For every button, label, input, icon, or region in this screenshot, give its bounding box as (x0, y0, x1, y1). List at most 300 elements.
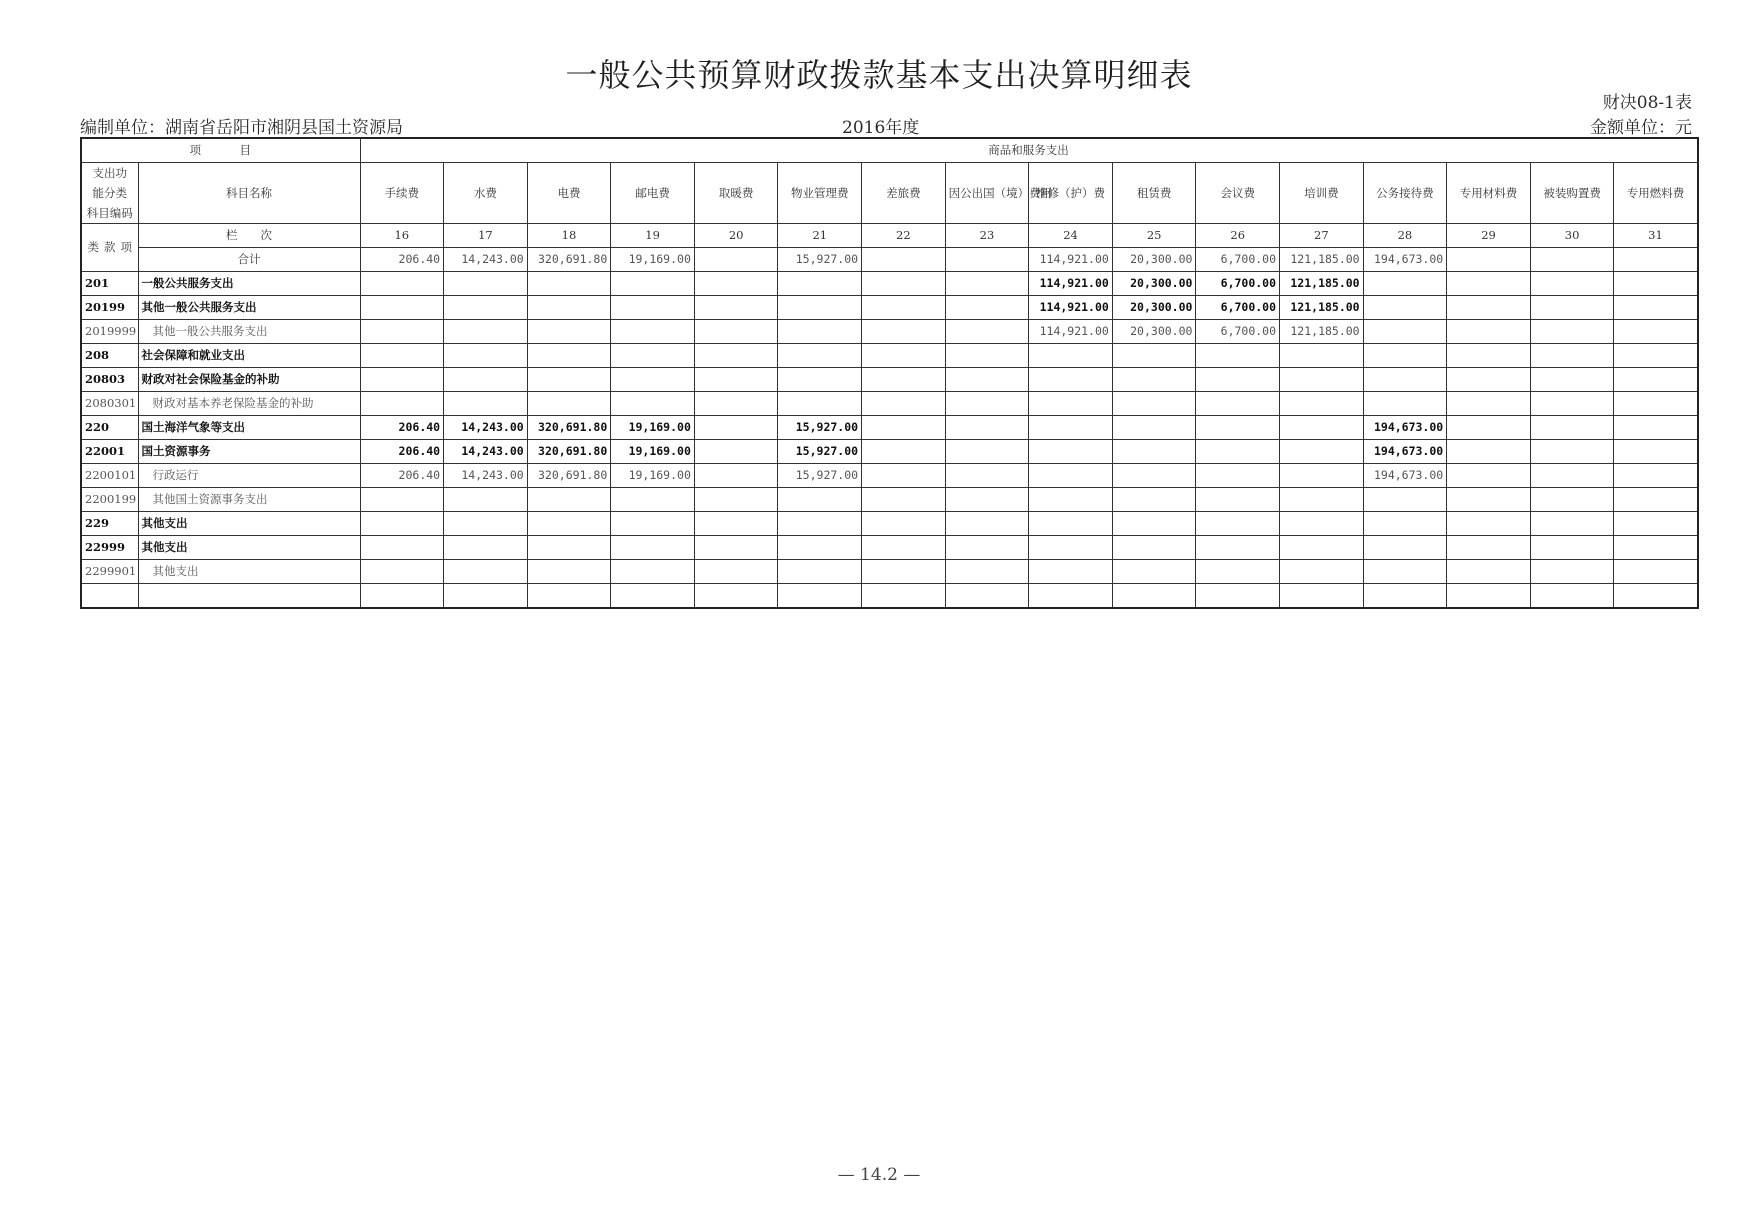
total-label: 合计 (138, 248, 360, 272)
value-cell (1530, 320, 1614, 344)
value-cell (694, 272, 778, 296)
value-cell (1614, 416, 1698, 440)
value-cell: 194,673.00 (1363, 416, 1447, 440)
value-cell (360, 488, 444, 512)
value-cell (778, 344, 862, 368)
value-cell (444, 488, 528, 512)
value-cell (862, 584, 946, 609)
total-cell: 320,691.80 (527, 248, 611, 272)
value-cell (1614, 296, 1698, 320)
row-code: 2200199 (81, 488, 138, 512)
value-cell (360, 512, 444, 536)
value-cell: 20,300.00 (1112, 272, 1196, 296)
value-cell (1447, 368, 1531, 392)
value-cell: 206.40 (360, 464, 444, 488)
column-number: 28 (1363, 224, 1447, 248)
column-number: 27 (1280, 224, 1364, 248)
value-cell (694, 368, 778, 392)
value-cell (1530, 512, 1614, 536)
total-cell (1530, 248, 1614, 272)
row-code: 229 (81, 512, 138, 536)
value-cell (694, 536, 778, 560)
value-cell (1614, 584, 1698, 609)
value-cell (527, 560, 611, 584)
column-header: 公务接待费 (1363, 163, 1447, 224)
value-cell (360, 320, 444, 344)
value-cell: 15,927.00 (778, 464, 862, 488)
row-name: 其他一般公共服务支出 (138, 320, 360, 344)
value-cell (1196, 584, 1280, 609)
row-code (81, 584, 138, 609)
value-cell (1196, 344, 1280, 368)
value-cell (1447, 560, 1531, 584)
name-header: 科目名称 (138, 163, 360, 224)
value-cell (945, 296, 1029, 320)
value-cell (360, 536, 444, 560)
value-cell (444, 272, 528, 296)
column-number: 30 (1530, 224, 1614, 248)
value-cell (527, 320, 611, 344)
table-row (81, 440, 1698, 464)
table-row (81, 464, 1698, 488)
value-cell (611, 392, 695, 416)
value-cell (527, 584, 611, 609)
value-cell (1112, 368, 1196, 392)
value-cell (527, 512, 611, 536)
value-cell (945, 392, 1029, 416)
column-number: 18 (527, 224, 611, 248)
row-code: 2299901 (81, 560, 138, 584)
value-cell (1614, 344, 1698, 368)
value-cell (945, 464, 1029, 488)
value-cell (444, 344, 528, 368)
value-cell (1363, 512, 1447, 536)
value-cell (1363, 536, 1447, 560)
value-cell: 19,169.00 (611, 464, 695, 488)
expenditure-table (80, 137, 1699, 609)
value-cell (527, 272, 611, 296)
column-header: 租赁费 (1112, 163, 1196, 224)
row-name: 国土资源事务 (138, 440, 360, 464)
value-cell (1112, 488, 1196, 512)
code-header (81, 163, 138, 224)
value-cell (694, 440, 778, 464)
value-cell (1530, 272, 1614, 296)
value-cell (694, 296, 778, 320)
value-cell (360, 344, 444, 368)
value-cell (1614, 464, 1698, 488)
table-row (81, 344, 1698, 368)
column-number: 16 (360, 224, 444, 248)
row-name: 国土海洋气象等支出 (138, 416, 360, 440)
row-name: 社会保障和就业支出 (138, 344, 360, 368)
value-cell (1530, 584, 1614, 609)
value-cell (1112, 344, 1196, 368)
value-cell (1530, 392, 1614, 416)
value-cell (1363, 488, 1447, 512)
value-cell (945, 416, 1029, 440)
value-cell (862, 368, 946, 392)
value-cell (1112, 560, 1196, 584)
value-cell (1112, 440, 1196, 464)
row-code: 2200101 (81, 464, 138, 488)
value-cell (1614, 536, 1698, 560)
lei-label: 类 (87, 240, 99, 254)
value-cell (945, 320, 1029, 344)
value-cell (945, 344, 1029, 368)
value-cell (945, 440, 1029, 464)
value-cell (1280, 440, 1364, 464)
value-cell (778, 368, 862, 392)
value-cell (611, 368, 695, 392)
value-cell (1029, 560, 1113, 584)
value-cell (862, 536, 946, 560)
value-cell (611, 296, 695, 320)
value-cell (1029, 344, 1113, 368)
value-cell (1029, 488, 1113, 512)
value-cell (1112, 392, 1196, 416)
value-cell: 206.40 (360, 416, 444, 440)
value-cell (1530, 416, 1614, 440)
value-cell (527, 296, 611, 320)
value-cell (360, 560, 444, 584)
value-cell (694, 320, 778, 344)
value-cell (1614, 488, 1698, 512)
value-cell (1614, 440, 1698, 464)
value-cell (1363, 272, 1447, 296)
value-cell (945, 512, 1029, 536)
row-name: 行政运行 (138, 464, 360, 488)
value-cell (862, 512, 946, 536)
row-name (138, 584, 360, 609)
column-number: 21 (778, 224, 862, 248)
value-cell (1280, 536, 1364, 560)
value-cell (694, 392, 778, 416)
value-cell (778, 560, 862, 584)
row-name: 其他支出 (138, 536, 360, 560)
value-cell (1614, 272, 1698, 296)
column-number: 25 (1112, 224, 1196, 248)
code-header-line: 支出功 (92, 166, 127, 180)
value-cell (1447, 344, 1531, 368)
value-cell (444, 320, 528, 344)
value-cell (1112, 464, 1196, 488)
value-cell (945, 560, 1029, 584)
header-row-3 (81, 224, 1698, 248)
value-cell (1447, 536, 1531, 560)
currency-unit: 金额单位：元 (1590, 118, 1692, 138)
table-row (81, 368, 1698, 392)
value-cell (1196, 440, 1280, 464)
value-cell (1363, 392, 1447, 416)
value-cell (694, 464, 778, 488)
column-header: 差旅费 (862, 163, 946, 224)
value-cell (1029, 536, 1113, 560)
total-cell: 121,185.00 (1280, 248, 1364, 272)
value-cell (1280, 560, 1364, 584)
value-cell (444, 392, 528, 416)
value-cell (1280, 392, 1364, 416)
total-cell (694, 248, 778, 272)
lan-ci-header: 栏 次 (138, 224, 360, 248)
row-code: 2019999 (81, 320, 138, 344)
value-cell (778, 320, 862, 344)
value-cell (778, 488, 862, 512)
row-code: 2080301 (81, 392, 138, 416)
value-cell (778, 584, 862, 609)
value-cell (444, 368, 528, 392)
value-cell: 6,700.00 (1196, 320, 1280, 344)
value-cell (611, 344, 695, 368)
value-cell (360, 584, 444, 609)
table-row (81, 536, 1698, 560)
kuan-label: 款 (104, 240, 116, 254)
group-header: 商品和服务支出 (360, 138, 1698, 163)
value-cell (1447, 392, 1531, 416)
value-cell: 114,921.00 (1029, 296, 1113, 320)
value-cell (1196, 536, 1280, 560)
row-name: 一般公共服务支出 (138, 272, 360, 296)
value-cell: 320,691.80 (527, 440, 611, 464)
value-cell (1530, 560, 1614, 584)
value-cell (862, 560, 946, 584)
value-cell (778, 392, 862, 416)
column-number: 23 (945, 224, 1029, 248)
column-header: 专用燃料费 (1614, 163, 1698, 224)
column-header: 邮电费 (611, 163, 695, 224)
value-cell: 194,673.00 (1363, 464, 1447, 488)
table-row (81, 488, 1698, 512)
value-cell (945, 536, 1029, 560)
value-cell (1029, 584, 1113, 609)
value-cell (694, 344, 778, 368)
value-cell (1112, 416, 1196, 440)
value-cell: 114,921.00 (1029, 320, 1113, 344)
value-cell (1363, 320, 1447, 344)
value-cell (1530, 440, 1614, 464)
value-cell: 114,921.00 (1029, 272, 1113, 296)
value-cell (1196, 464, 1280, 488)
value-cell (694, 488, 778, 512)
value-cell (1447, 416, 1531, 440)
value-cell: 19,169.00 (611, 416, 695, 440)
total-cell: 206.40 (360, 248, 444, 272)
value-cell: 15,927.00 (778, 416, 862, 440)
value-cell (694, 416, 778, 440)
lei-kuan-xiang-header (81, 224, 138, 272)
xiang-label: 项 (120, 240, 132, 254)
value-cell: 20,300.00 (1112, 296, 1196, 320)
column-header: 培训费 (1280, 163, 1364, 224)
value-cell (1280, 584, 1364, 609)
value-cell (611, 536, 695, 560)
value-cell (1112, 536, 1196, 560)
value-cell (444, 584, 528, 609)
value-cell (1614, 368, 1698, 392)
value-cell (360, 272, 444, 296)
value-cell (1447, 320, 1531, 344)
value-cell: 14,243.00 (444, 416, 528, 440)
table-row (81, 512, 1698, 536)
table-body (81, 138, 1698, 608)
row-name: 其他国土资源事务支出 (138, 488, 360, 512)
total-cell (1614, 248, 1698, 272)
value-cell (862, 488, 946, 512)
value-cell (945, 584, 1029, 609)
column-header: 手续费 (360, 163, 444, 224)
total-cell: 6,700.00 (1196, 248, 1280, 272)
header-row-2 (81, 163, 1698, 224)
value-cell (1447, 440, 1531, 464)
table-row (81, 296, 1698, 320)
column-header: 取暖费 (694, 163, 778, 224)
value-cell (1447, 584, 1531, 609)
value-cell (1280, 368, 1364, 392)
value-cell: 14,243.00 (444, 440, 528, 464)
table-row (81, 392, 1698, 416)
value-cell (1196, 560, 1280, 584)
value-cell (862, 392, 946, 416)
value-cell (1029, 464, 1113, 488)
value-cell (611, 560, 695, 584)
value-cell (1447, 296, 1531, 320)
value-cell (945, 488, 1029, 512)
value-cell (1280, 464, 1364, 488)
row-name: 其他支出 (138, 560, 360, 584)
total-cell: 14,243.00 (444, 248, 528, 272)
value-cell (778, 296, 862, 320)
value-cell (1029, 368, 1113, 392)
value-cell (1614, 512, 1698, 536)
value-cell (945, 368, 1029, 392)
value-cell: 6,700.00 (1196, 272, 1280, 296)
value-cell: 6,700.00 (1196, 296, 1280, 320)
value-cell (1029, 440, 1113, 464)
column-header: 被装购置费 (1530, 163, 1614, 224)
value-cell (1447, 488, 1531, 512)
value-cell (1530, 368, 1614, 392)
value-cell (1029, 512, 1113, 536)
value-cell (1614, 320, 1698, 344)
value-cell (694, 512, 778, 536)
header-row-1 (81, 138, 1698, 163)
value-cell (1530, 296, 1614, 320)
value-cell: 14,243.00 (444, 464, 528, 488)
value-cell (862, 440, 946, 464)
value-cell (611, 320, 695, 344)
value-cell (1363, 344, 1447, 368)
value-cell (444, 536, 528, 560)
value-cell (1280, 488, 1364, 512)
value-cell (611, 488, 695, 512)
row-name: 其他一般公共服务支出 (138, 296, 360, 320)
page-title: 一般公共预算财政拨款基本支出决算明细表 (565, 56, 1193, 94)
column-header: 电费 (527, 163, 611, 224)
page-number: — 14.2 — (837, 1165, 921, 1185)
value-cell (611, 512, 695, 536)
total-cell (1447, 248, 1531, 272)
value-cell: 19,169.00 (611, 440, 695, 464)
value-cell (527, 368, 611, 392)
column-number: 19 (611, 224, 695, 248)
value-cell (1530, 488, 1614, 512)
code-header-line: 能分类 (92, 186, 127, 200)
value-cell: 121,185.00 (1280, 272, 1364, 296)
value-cell (1363, 296, 1447, 320)
value-cell (1112, 584, 1196, 609)
value-cell (611, 584, 695, 609)
row-code: 22001 (81, 440, 138, 464)
value-cell (1447, 272, 1531, 296)
value-cell: 320,691.80 (527, 416, 611, 440)
value-cell (1196, 368, 1280, 392)
column-number: 17 (444, 224, 528, 248)
column-number: 24 (1029, 224, 1113, 248)
table-row (81, 416, 1698, 440)
value-cell (1280, 344, 1364, 368)
row-name: 财政对社会保险基金的补助 (138, 368, 360, 392)
table-row (81, 320, 1698, 344)
value-cell (527, 488, 611, 512)
column-number: 29 (1447, 224, 1531, 248)
value-cell (1196, 512, 1280, 536)
total-cell: 194,673.00 (1363, 248, 1447, 272)
value-cell (862, 464, 946, 488)
form-number: 财决08-1表 (1602, 93, 1692, 113)
total-cell: 15,927.00 (778, 248, 862, 272)
value-cell (1196, 392, 1280, 416)
value-cell (527, 536, 611, 560)
value-cell (945, 272, 1029, 296)
code-header-line: 科目编码 (86, 206, 133, 220)
value-cell (778, 272, 862, 296)
total-cell (862, 248, 946, 272)
fiscal-year: 2016年度 (842, 118, 920, 138)
row-code: 22999 (81, 536, 138, 560)
total-row (81, 248, 1698, 272)
value-cell: 20,300.00 (1112, 320, 1196, 344)
project-header: 项 目 (81, 138, 360, 163)
column-header: 水费 (444, 163, 528, 224)
value-cell (1530, 536, 1614, 560)
value-cell (862, 272, 946, 296)
value-cell (1447, 512, 1531, 536)
value-cell (360, 368, 444, 392)
row-code: 201 (81, 272, 138, 296)
value-cell: 320,691.80 (527, 464, 611, 488)
table-row (81, 272, 1698, 296)
table-row (81, 560, 1698, 584)
value-cell (862, 416, 946, 440)
value-cell: 206.40 (360, 440, 444, 464)
value-cell (694, 560, 778, 584)
table-row (81, 584, 1698, 609)
value-cell (1530, 344, 1614, 368)
value-cell (862, 344, 946, 368)
value-cell (1614, 560, 1698, 584)
column-number: 22 (862, 224, 946, 248)
value-cell: 121,185.00 (1280, 296, 1364, 320)
row-name: 财政对基本养老保险基金的补助 (138, 392, 360, 416)
value-cell (1029, 392, 1113, 416)
value-cell (694, 584, 778, 609)
total-cell: 114,921.00 (1029, 248, 1113, 272)
row-code: 220 (81, 416, 138, 440)
column-number: 31 (1614, 224, 1698, 248)
value-cell (611, 272, 695, 296)
row-code: 20803 (81, 368, 138, 392)
column-header: 物业管理费 (778, 163, 862, 224)
